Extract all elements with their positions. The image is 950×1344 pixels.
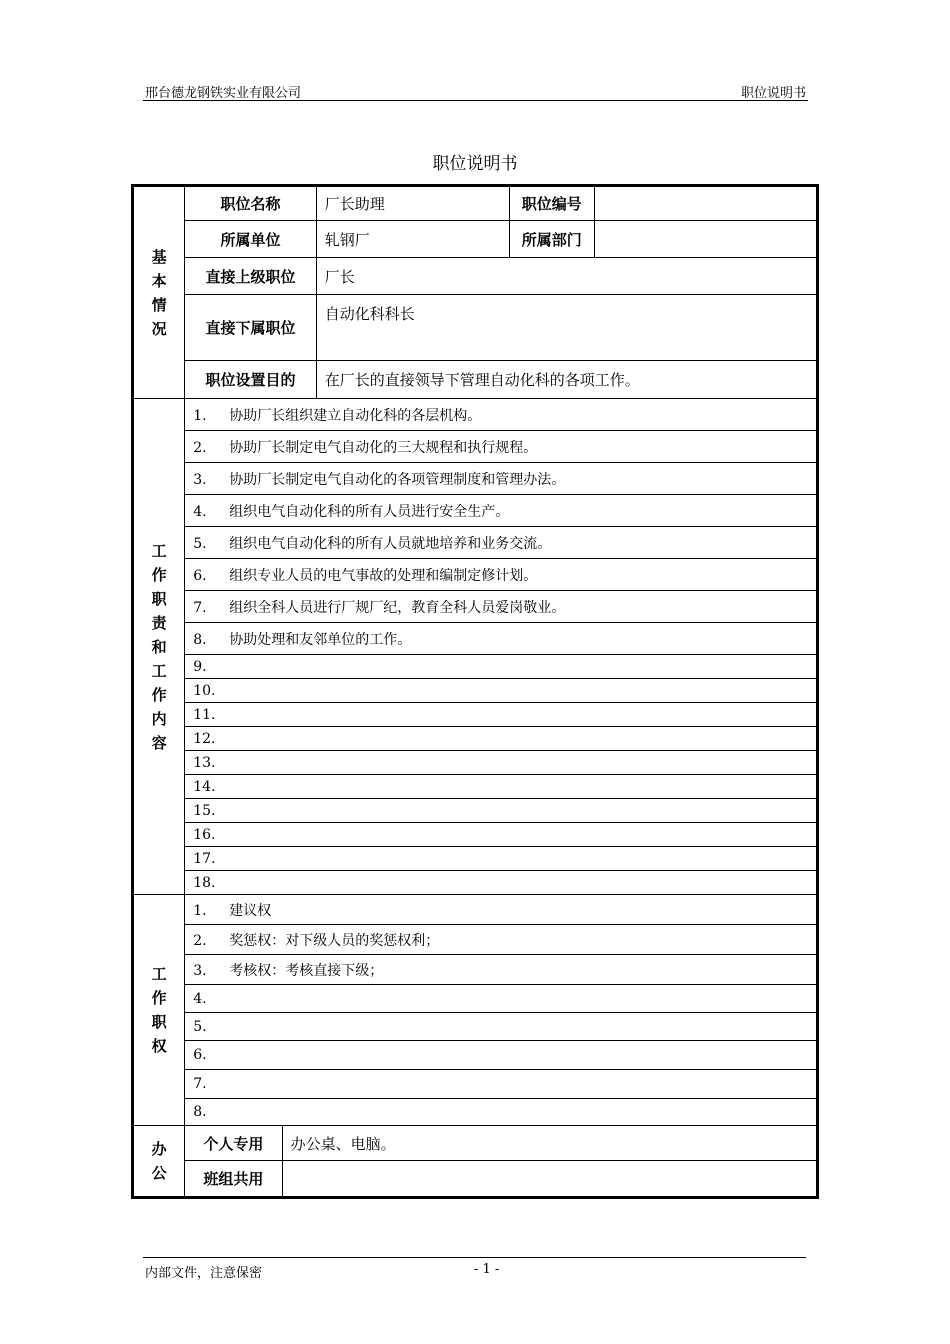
duties-item: [185, 871, 818, 895]
authority-row: [133, 985, 818, 1013]
duties-item: [185, 559, 818, 591]
item-number: 10.: [193, 682, 216, 699]
item-text: 协助厂长制定电气自动化的三大规程和执行规程。: [229, 439, 538, 456]
item-number: 11.: [193, 706, 216, 723]
duties-item: [185, 527, 818, 559]
duties-row: [133, 399, 818, 431]
item-number: 4.: [193, 503, 207, 520]
duties-row: [133, 495, 818, 527]
duties-row: [133, 527, 818, 559]
authority-row: [133, 895, 818, 925]
purpose-label: 职位设置目的: [185, 361, 317, 399]
item-number: 16.: [193, 826, 216, 843]
duties-row: [133, 751, 818, 775]
item-number: 1.: [193, 407, 207, 424]
item-text: 建议权: [229, 902, 272, 919]
section-authority: 工 作 职 权: [133, 895, 185, 1126]
item-number: 8.: [193, 1104, 207, 1120]
page-title: 职位说明书: [432, 154, 518, 174]
authority-row: [133, 955, 818, 985]
duties-item: [185, 775, 818, 799]
authority-item: [185, 895, 818, 925]
authority-row: [133, 1070, 818, 1099]
item-number: 7.: [193, 1076, 207, 1092]
authority-item: [185, 1013, 818, 1041]
unit-label: 所属单位: [185, 221, 317, 258]
duties-row: [133, 703, 818, 727]
position-name-label: 职位名称: [185, 186, 317, 221]
duties-row: [133, 847, 818, 871]
authority-row: [133, 1013, 818, 1041]
item-number: 17.: [193, 850, 216, 867]
confidential-note: 内部文件，注意保密: [145, 1266, 263, 1281]
duties-item: [185, 727, 818, 751]
duties-row: [133, 655, 818, 679]
duties-item: [185, 655, 818, 679]
item-text: 考核权：考核直接下级；: [229, 962, 384, 979]
item-text: 组织专业人员的电气事故的处理和编制定修计划。: [229, 567, 538, 584]
duties-row: [133, 463, 818, 495]
duties-row: [133, 727, 818, 751]
duties-row: [133, 775, 818, 799]
item-number: 2.: [193, 932, 207, 949]
item-number: 13.: [193, 754, 216, 771]
duties-row: [133, 559, 818, 591]
item-number: 9.: [193, 658, 207, 675]
authority-item: [185, 955, 818, 985]
position-name-value: 厂长助理: [316, 186, 509, 221]
item-text: 协助厂长组织建立自动化科的各层机构。: [229, 407, 482, 424]
item-number: 6.: [193, 1047, 207, 1063]
item-number: 7.: [193, 599, 207, 616]
item-number: 1.: [193, 902, 207, 919]
duties-item: [185, 823, 818, 847]
section-office: 办 公: [133, 1126, 185, 1198]
duties-item: [185, 799, 818, 823]
item-text: 奖惩权：对下级人员的奖惩权利；: [229, 932, 440, 949]
personal-use-value: 办公桌、电脑。: [282, 1126, 817, 1161]
office-row: [133, 1161, 818, 1198]
authority-item: [185, 1070, 818, 1099]
duties-item: [185, 495, 818, 527]
position-code-label: 职位编号: [509, 186, 594, 221]
item-number: 6.: [193, 567, 207, 584]
authority-row: [133, 1099, 818, 1126]
purpose-value: 在厂长的直接领导下管理自动化科的各项工作。: [316, 361, 817, 399]
item-number: 4.: [193, 990, 207, 1007]
duties-item: [185, 847, 818, 871]
superior-label: 直接上级职位: [185, 258, 317, 295]
subordinate-value: 自动化科科长: [316, 295, 817, 361]
authority-item: [185, 1099, 818, 1126]
duties-item: [185, 463, 818, 495]
item-number: 14.: [193, 778, 216, 795]
item-number: 12.: [193, 730, 216, 747]
department-label: 所属部门: [509, 221, 594, 258]
office-row: [133, 1126, 818, 1161]
personal-use-label: 个人专用: [185, 1126, 282, 1161]
duties-item: [185, 679, 818, 703]
section-basic-info: 基 本 情 况: [133, 186, 185, 399]
shared-use-label: 班组共用: [185, 1161, 282, 1198]
item-number: 5.: [193, 535, 207, 552]
item-number: 2.: [193, 439, 207, 456]
department-value: [594, 221, 817, 258]
shared-use-value: [282, 1161, 817, 1198]
item-text: 组织全科人员进行厂规厂纪，教育全科人员爱岗敬业。: [229, 599, 566, 616]
item-number: 5.: [193, 1018, 207, 1035]
item-text: 组织电气自动化科的所有人员就地培养和业务交流。: [229, 535, 552, 552]
duties-item: [185, 751, 818, 775]
section-duties: 工 作 职 责 和 工 作 内 容: [133, 399, 185, 895]
duties-item: [185, 591, 818, 623]
authority-item: [185, 985, 818, 1013]
header-doc-type: 职位说明书: [740, 86, 806, 101]
duties-row: [133, 431, 818, 463]
duties-row: [133, 623, 818, 655]
duties-row: [133, 591, 818, 623]
item-text: 协助处理和友邻单位的工作。: [229, 631, 412, 648]
unit-value: 轧钢厂: [316, 221, 509, 258]
page-footer: [143, 1257, 806, 1281]
duties-item: [185, 703, 818, 727]
authority-row: [133, 1041, 818, 1070]
item-number: 18.: [193, 874, 216, 891]
item-number: 8.: [193, 631, 207, 648]
page-header: [143, 80, 808, 101]
duties-row: [133, 871, 818, 895]
company-name: 邢台德龙钢铁实业有限公司: [145, 86, 302, 101]
superior-value: 厂长: [316, 258, 817, 295]
duties-item: [185, 399, 818, 431]
position-code-value: [594, 186, 817, 221]
authority-item: [185, 925, 818, 955]
job-description-table: [131, 184, 819, 1199]
subordinate-label: 直接下属职位: [185, 295, 317, 361]
duties-row: [133, 799, 818, 823]
item-text: 组织电气自动化科的所有人员进行安全生产。: [229, 503, 510, 520]
duties-item: [185, 623, 818, 655]
page-number: - 1 -: [474, 1262, 500, 1277]
item-number: 3.: [193, 471, 207, 488]
authority-row: [133, 925, 818, 955]
item-number: 15.: [193, 802, 216, 819]
duties-item: [185, 431, 818, 463]
item-number: 3.: [193, 962, 207, 979]
duties-row: [133, 823, 818, 847]
item-text: 协助厂长制定电气自动化的各项管理制度和管理办法。: [229, 471, 566, 488]
duties-row: [133, 679, 818, 703]
authority-item: [185, 1041, 818, 1070]
